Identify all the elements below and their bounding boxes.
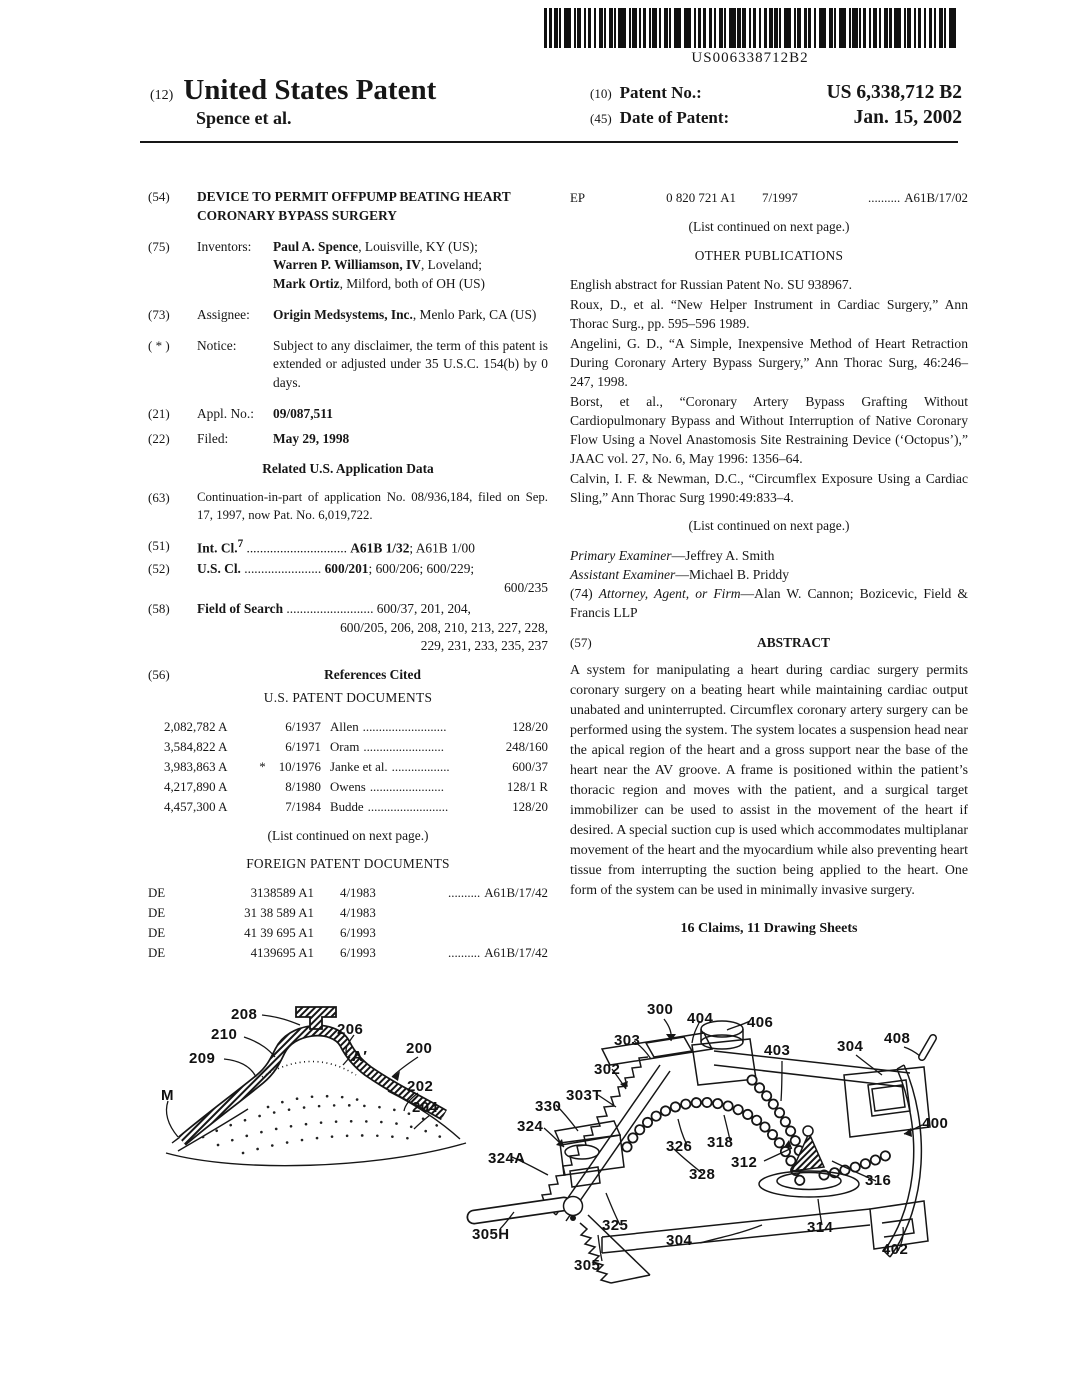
- table-row: 3,584,822 A 6/1971 Oram ......................... 248/160: [164, 739, 548, 754]
- barcode-number: US006338712B2: [691, 50, 809, 66]
- ref-numeral: 210: [211, 1026, 238, 1043]
- field-56-code: (56): [148, 667, 170, 683]
- ref-numeral: 330: [535, 1098, 562, 1115]
- assignee-entry: [148, 306, 548, 325]
- field-58-code: (58): [148, 600, 170, 616]
- patent-no-code: (10): [590, 86, 612, 101]
- publication-item: Calvin, I. F. & Newman, D.C., “Circumflex Exposure Using a Cardiac Sling,” Ann Thorac Surg 1990:49:833–4.: [570, 470, 968, 505]
- cup-figure-drawing: [148, 995, 493, 1173]
- us-cl-entry: [148, 560, 548, 598]
- ref-numeral: 300: [647, 1001, 674, 1018]
- left-column: [148, 188, 548, 963]
- ref-numeral: 304: [666, 1232, 693, 1249]
- table-row: DE 4139695 A1 6/1993 .......... A61B/17/42: [148, 946, 548, 961]
- field-73-code: (73): [148, 306, 170, 322]
- appl-no-entry: [148, 405, 548, 424]
- list-continued-note: (List continued on next page.): [688, 219, 850, 234]
- ref-numeral: 314: [807, 1219, 834, 1236]
- notice-text: Subject to any disclaimer, the term of this patent is extended or adjusted under 35 U.S.C. 154(b) by 0 days.: [273, 337, 548, 391]
- ref-numeral: 202: [407, 1078, 434, 1095]
- assignee-value: Origin Medsystems, Inc., Menlo Park, CA (US): [273, 306, 537, 322]
- ref-numeral: 204: [412, 1099, 439, 1116]
- ref-numeral: 303: [614, 1032, 641, 1049]
- ref-numeral: 303T: [566, 1087, 602, 1104]
- int-cl-value: Int. Cl.$^7$ .............................. A61B 1/32; A61B 1/00: [197, 538, 475, 556]
- inventors-value: Paul A. Spence, Louisville, KY (US); Warren P. Williamson, IV, Loveland; Mark Ortiz, Milford, both of OH (US): [273, 238, 485, 292]
- field-63-code: (63): [148, 490, 170, 506]
- assistant-examiner-line: Assistant Examiner—Michael B. Priddy: [570, 566, 790, 582]
- title-entry: [148, 188, 548, 226]
- document-title: United States Patent: [183, 74, 437, 106]
- field-22-code: (22): [148, 430, 170, 446]
- ref-numeral: 305: [574, 1257, 601, 1274]
- ref-numeral: 318: [707, 1134, 734, 1151]
- foreign-patent-documents-heading: FOREIGN PATENT DOCUMENTS: [246, 856, 450, 872]
- ref-numeral: 312: [731, 1154, 758, 1171]
- patent-no-label: Patent No.:: [619, 83, 702, 102]
- assignee-label: Assignee:: [197, 306, 250, 322]
- figure-stabilizer-frame: [452, 985, 964, 1320]
- related-data-entry: [148, 489, 548, 525]
- references-cited-entry: [148, 666, 548, 685]
- list-continued-note: (List continued on next page.): [688, 517, 850, 533]
- abstract-heading: ABSTRACT: [757, 634, 830, 650]
- related-data-heading: Related U.S. Application Data: [262, 461, 434, 477]
- publication-item: English abstract for Russian Patent No. SU 938967.: [570, 276, 853, 292]
- field-54-code: (54): [148, 189, 170, 204]
- field-57-code: (57): [570, 634, 592, 650]
- filed-value: May 29, 1998: [273, 430, 350, 446]
- barcode-image: [544, 8, 956, 48]
- ref-numeral: 403: [764, 1042, 791, 1059]
- ref-numeral: 325: [602, 1217, 629, 1234]
- notice-code: ( * ): [148, 337, 170, 353]
- ref-numeral: 206: [337, 1021, 364, 1038]
- field-52-code: (52): [148, 561, 170, 577]
- ref-numeral: 402: [882, 1241, 909, 1258]
- publication-item: Angelini, G. D., “A Simple, Inexpensive Method of Heart Retraction During Coronary Artery Bypass Surgery,” Ann Thorac Surg, 46:246–247, 1998.: [570, 335, 968, 389]
- ref-numeral: 305H: [472, 1226, 510, 1243]
- field-51-code: (51): [148, 538, 170, 553]
- other-publications-heading: OTHER PUBLICATIONS: [694, 247, 844, 263]
- related-data-text: Continuation-in-part of application No. 08/936,184, filed on Sep. 17, 1997, now Pat. No. 6,019,722.: [197, 490, 548, 523]
- table-row: 4,457,300 A 7/1984 Budde ......................... 128/20: [164, 799, 548, 814]
- us-cl-value: U.S. Cl. ....................... 600/201; 600/206; 600/229; 600/235: [197, 561, 548, 595]
- ref-numeral: 324A: [488, 1150, 526, 1167]
- inventor-short-name: Spence et al.: [196, 108, 292, 128]
- table-row: DE 31 38 589 A1 4/1983: [148, 906, 376, 921]
- right-column: [570, 188, 968, 938]
- ref-numeral: 406: [747, 1014, 774, 1031]
- header-right: [590, 82, 962, 132]
- ref-numeral: 324: [517, 1118, 544, 1135]
- date-code: (45): [590, 111, 612, 126]
- us-patent-documents-heading: U.S. PATENT DOCUMENTS: [263, 689, 433, 705]
- ref-numeral: 404: [687, 1010, 714, 1027]
- claims-summary: 16 Claims, 11 Drawing Sheets: [680, 920, 858, 936]
- us-references-table: [148, 717, 548, 817]
- int-cl-entry: [148, 537, 548, 558]
- list-continued-note: (List continued on next page.): [267, 827, 429, 843]
- patent-no-value: US 6,338,712 B2: [826, 82, 962, 103]
- table-row: 3,983,863 A * 10/1976 Janke et al. .................. 600/37: [164, 759, 548, 774]
- table-row: 4,217,890 A 8/1980 Owens ....................... 128/1 R: [164, 779, 548, 794]
- figure-cup-cross-section: [148, 995, 493, 1173]
- abstract-text: A system for manipulating a heart during cardiac surgery permits coronary surgery on a beating heart while maintaining cardiac output unabated and uninterrupted. Circumflex coronary artery surgery can be performed using the system. The system locates a suspension head near the apical region of the heart and a gross support near the base of the heart near the AV groove. A frame is positioned within the patient’s thoracic region and moves with the patient, and a surgical target immobilizer can be used to assist in the movement of the heart if desired. A special suction cup is used which accommodates multiplanar movement of the heart and the myocardium while also preventing heart tissue from interrupting the suction being applied to the heart. One form of the system can be used in minimally invasive surgery.: [570, 662, 968, 898]
- table-row: 2,082,782 A 6/1937 Allen .......................... 128/20: [164, 719, 548, 734]
- ref-numeral: 316: [865, 1172, 892, 1189]
- table-row: DE 3138589 A1 4/1983 .......... A61B/17/42: [148, 886, 548, 901]
- field-of-search-entry: [148, 600, 548, 656]
- field-of-search-value: Field of Search .......................... 600/37, 201, 204, 600/205, 206, 208, 210, 213, 227, 228, 229, 231, 233, 235, 237: [197, 600, 548, 654]
- invention-title: DEVICE TO PERMIT OFFPUMP BEATING HEART CORONARY BYPASS SURGERY: [197, 189, 511, 223]
- ref-numeral: 208: [231, 1006, 258, 1023]
- barcode-block: [538, 8, 962, 67]
- inventors-label: Inventors:: [197, 238, 252, 254]
- ref-numeral: 400: [922, 1115, 949, 1132]
- foreign-references-table: [148, 883, 548, 963]
- publication-item: Roux, D., et al. “New Helper Instrument in Cardiac Surgery,” Ann Thorac Surg., pp. 595–596 1989.: [570, 296, 968, 331]
- ref-numeral: 302: [594, 1061, 621, 1078]
- ref-numeral: 328: [689, 1166, 716, 1183]
- date-label: Date of Patent:: [619, 108, 730, 127]
- doc-type-code: (12): [150, 88, 174, 103]
- appl-no-label: Appl. No.:: [197, 405, 254, 421]
- attorney-line: (74) Attorney, Agent, or Firm—Alan W. Cannon; Bozicevic, Field & Francis LLP: [570, 585, 968, 620]
- ref-numeral: M: [161, 1087, 174, 1104]
- ep-reference-row: EP 0 820 721 A1 7/1997 .......... A61B/17/02: [570, 191, 968, 205]
- references-cited-heading: References Cited: [324, 667, 421, 683]
- field-75-code: (75): [148, 238, 170, 254]
- date-value: Jan. 15, 2002: [853, 107, 962, 128]
- header-left: [150, 74, 436, 129]
- appl-no-value: 09/087,511: [273, 405, 333, 421]
- ref-numeral: 408: [884, 1030, 911, 1047]
- abstract-heading-entry: [570, 634, 968, 653]
- notice-entry: [148, 337, 548, 393]
- notice-label: Notice:: [197, 337, 237, 353]
- ref-numeral: A′: [352, 1048, 368, 1065]
- primary-examiner-line: Primary Examiner—Jeffrey A. Smith: [570, 547, 775, 563]
- ref-numeral: 200: [406, 1040, 433, 1057]
- inventors-entry: [148, 238, 548, 294]
- publication-item: Borst, et al., “Coronary Artery Bypass Grafting Without Cardiopulmonary Bypass and Without Interruption of Native Coronary Flow Using a Novel Anastomosis Site Restraining Device (‘Octopus’),” JAAC vol. 27, No. 6, May 1996: 1356–64.: [570, 393, 968, 466]
- ref-numeral: 209: [189, 1050, 216, 1067]
- ref-numeral: 304: [837, 1038, 864, 1055]
- field-21-code: (21): [148, 405, 170, 421]
- table-row: DE 41 39 695 A1 6/1993: [148, 926, 376, 941]
- header-divider: [140, 141, 958, 143]
- filed-label: Filed:: [197, 430, 229, 446]
- ref-numeral: 326: [666, 1138, 693, 1155]
- filed-entry: [148, 430, 548, 449]
